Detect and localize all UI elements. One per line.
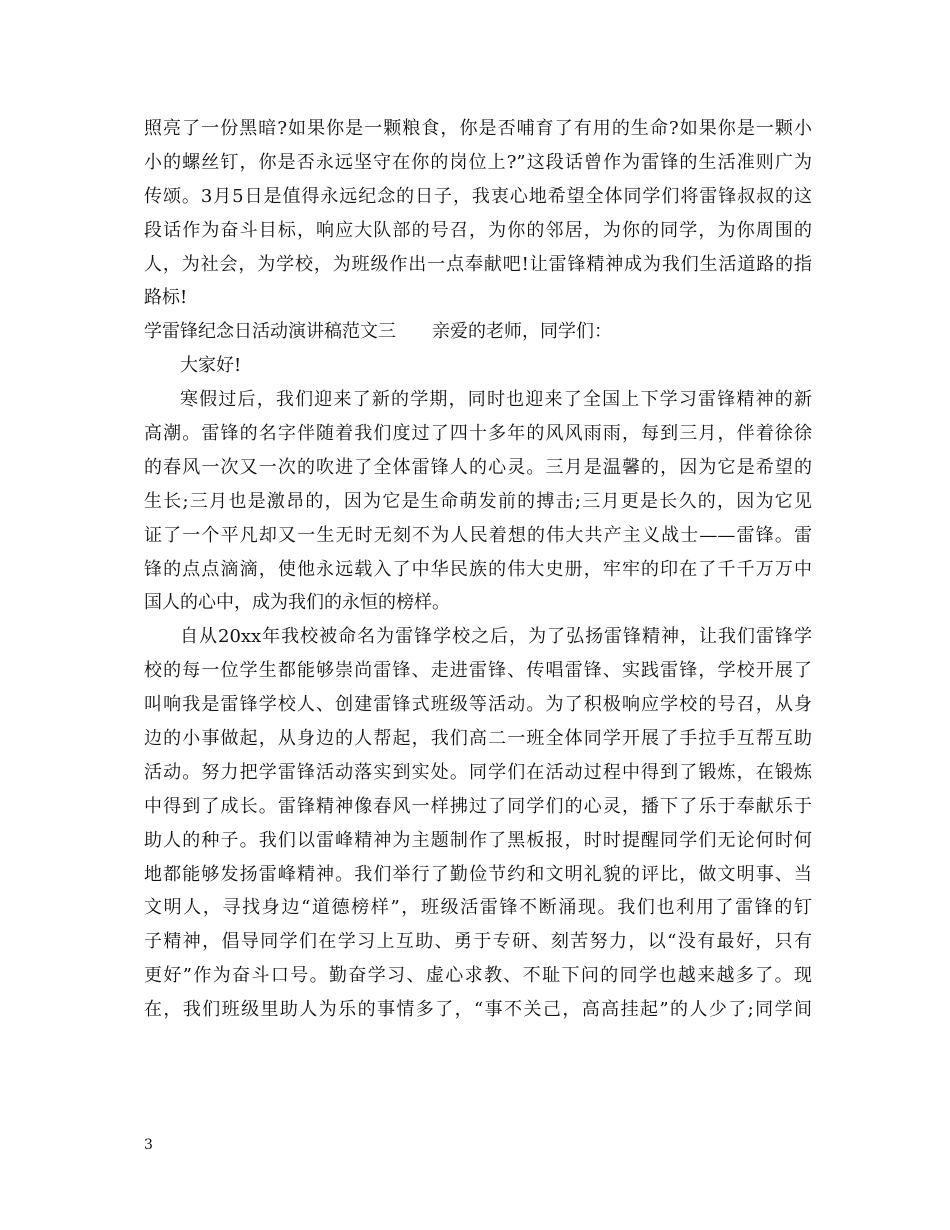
- text-line: 路标!: [144, 287, 188, 309]
- document-body: [144, 112, 812, 1027]
- text-line: 更好”作为奋斗口号。勤奋学习、虚心求教、不耻下问的同学也越来越多了。现: [144, 965, 812, 987]
- text-line: 证了一个平凡却又一生无时无刻不为人民着想的伟大共产主义战士——雷锋。雷: [144, 524, 812, 546]
- text-line: 子精神，倡导同学们在学习上互助、勇于专研、刻苦努力，以“没有最好，只有: [144, 931, 812, 953]
- text-line: 中得到了成长。雷锋精神像春风一样拂过了同学们的心灵，播下了乐于奉献乐于: [144, 795, 812, 817]
- text-line: 段话作为奋斗目标，响应大队部的号召，为你的邻居，为你的同学，为你周围的: [144, 219, 812, 241]
- text-line: 的春风一次又一次的吹进了全体雷锋人的心灵。三月是温馨的，因为它是希望的: [144, 456, 812, 478]
- text-line: 国人的心中，成为我们的永恒的榜样。: [144, 592, 450, 614]
- text-line: 锋的点点滴滴，使他永远载入了中华民族的伟大史册，牢牢的印在了千千万万中: [144, 558, 812, 580]
- text-line: 叫响我是雷锋学校人、创建雷锋式班级等活动。为了积极响应学校的号召，从身: [144, 694, 812, 716]
- text-line: 高潮。雷锋的名字伴随着我们度过了四十多年的风风雨雨，每到三月，伴着徐徐: [144, 423, 812, 445]
- text-line: 地都能够发扬雷峰精神。我们举行了勤俭节约和文明礼貌的评比，做文明事、当: [144, 863, 812, 885]
- text-line: 自从20xx年我校被命名为雷锋学校之后，为了弘扬雷锋精神，让我们雷锋学: [180, 626, 812, 648]
- greeting-line: 大家好!: [180, 355, 242, 377]
- text-line: 在，我们班级里助人为乐的事情多了，“事不关己，高高挂起”的人少了;同学间: [144, 999, 812, 1021]
- text-line: 小的螺丝钉，你是否永远坚守在你的岗位上?”这段话曾作为雷锋的生活准则广为: [144, 151, 812, 173]
- section-title: 学雷锋纪念日活动演讲稿范文三: [144, 321, 396, 343]
- text-line: 生长;三月也是激昂的，因为它是生命萌发前的搏击;三月更是长久的，因为它见: [144, 490, 812, 512]
- section-heading-line: [144, 315, 812, 349]
- text-line: 人，为社会，为学校，为班级作出一点奉献吧!让雷锋精神成为我们生活道路的指: [144, 253, 812, 275]
- text-line: 传颂。3月5日是值得永远纪念的日子，我衷心地希望全体同学们将雷锋叔叔的这: [144, 185, 812, 207]
- salutation: 亲爱的老师，同学们：: [432, 321, 612, 343]
- text-line: 边的小事做起，从身边的人帮起，我们高二一班全体同学开展了手拉手互帮互助: [144, 728, 812, 750]
- text-line: 照亮了一份黑暗?如果你是一颗粮食，你是否哺育了有用的生命?如果你是一颗小: [144, 118, 812, 139]
- text-line: 助人的种子。我们以雷峰精神为主题制作了黑板报，时时提醒同学们无论何时何: [144, 829, 812, 851]
- page-number: 3: [144, 1137, 153, 1153]
- text-line: 寒假过后，我们迎来了新的学期，同时也迎来了全国上下学习雷锋精神的新: [180, 389, 812, 411]
- text-line: 文明人，寻找身边“道德榜样”，班级活雷锋不断涌现。我们也利用了雷锋的钉: [144, 897, 812, 919]
- text-line: 活动。努力把学雷锋活动落实到实处。同学们在活动过程中得到了锻炼，在锻炼: [144, 761, 812, 783]
- text-line: 校的每一位学生都能够崇尚雷锋、走进雷锋、传唱雷锋、实践雷锋，学校开展了: [144, 660, 812, 682]
